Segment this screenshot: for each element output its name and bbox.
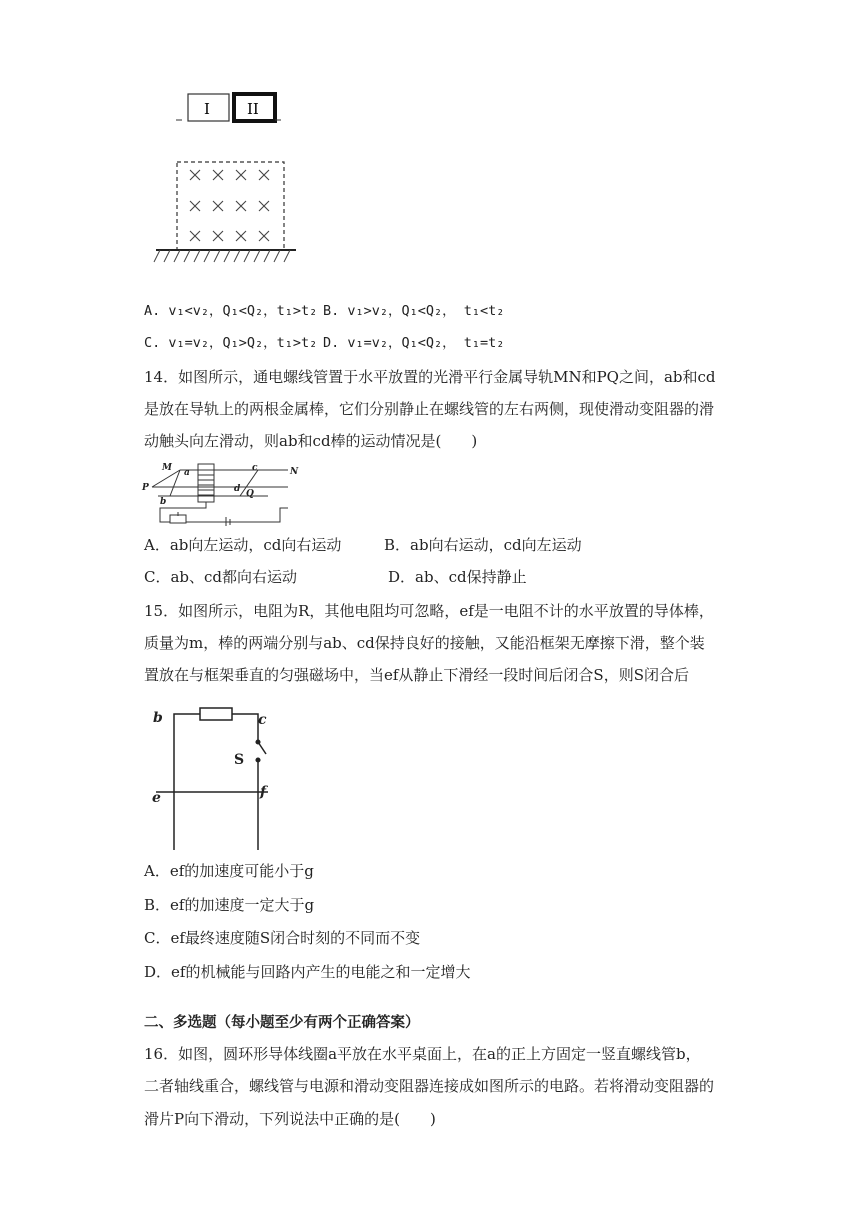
label-Q: Q xyxy=(246,489,254,499)
q14-stem-line1: 14．如图所示，通电螺线管置于水平放置的光滑平行金属导轨MN和PQ之间，ab和cd xyxy=(144,368,716,386)
region-I-label: I xyxy=(204,100,210,118)
label-f: f xyxy=(260,784,267,800)
magnetic-field-crosses xyxy=(190,170,269,241)
q15-stem-line2: 质量为m，棒的两端分别与ab、cd保持良好的接触，又能沿框架无摩擦下滑，整个装 xyxy=(144,634,705,652)
q15-option-b: B．ef的加速度一定大于g xyxy=(144,896,315,914)
q13-option-b: B. v₁>v₂，Q₁<Q₂， t₁<t₂ xyxy=(323,303,505,319)
figure-q15 xyxy=(148,700,278,850)
label-b: b xyxy=(153,710,163,726)
region-II-label: II xyxy=(247,100,259,118)
q15-stem-line3: 置放在与框架垂直的匀强磁场中，当ef从静止下滑经一段时间后闭合S，则S闭合后 xyxy=(144,666,689,684)
q15-stem-line1: 15．如图所示，电阻为R，其他电阻均可忽略，ef是一电阻不计的水平放置的导体棒， xyxy=(144,602,714,620)
q14-stem-line2: 是放在导轨上的两根金属棒，它们分别静止在螺线管的左右两侧，现使滑动变阻器的滑 xyxy=(144,400,715,418)
q15-option-a: A．ef的加速度可能小于g xyxy=(144,862,314,880)
q13-option-c: C. v₁=v₂，Q₁>Q₂，t₁>t₂ xyxy=(144,335,318,351)
label-c: c xyxy=(252,463,258,473)
label-M: M xyxy=(162,463,172,473)
q14-option-c: C．ab、cd都向右运动 xyxy=(144,568,298,586)
q13-option-d: D. v₁=v₂，Q₁<Q₂， t₁=t₂ xyxy=(323,335,505,351)
q14-stem-line3: 动触头向左滑动，则ab和cd棒的运动情况是( ) xyxy=(144,432,478,450)
section-title-multiple-choice: 二、多选题（每小题至少有两个正确答案） xyxy=(144,1015,420,1031)
q14-option-d: D．ab、cd保持静止 xyxy=(388,568,527,586)
q16-stem-line3: 滑片P向下滑动，下列说法中正确的是( ) xyxy=(144,1110,436,1128)
figure-q14 xyxy=(140,460,300,526)
label-P: P xyxy=(142,483,149,493)
label-N: N xyxy=(290,467,299,477)
q14-option-a: A．ab向左运动，cd向右运动 xyxy=(144,536,342,554)
label-S: S xyxy=(234,752,245,768)
label-b: b xyxy=(160,497,167,507)
figure-q13 xyxy=(150,84,300,274)
label-d: d xyxy=(234,484,241,494)
label-a: a xyxy=(184,468,190,478)
ground-hatch xyxy=(154,250,290,262)
q16-stem-line1: 16．如图，圆环形导体线圈a平放在水平桌面上，在a的正上方固定一竖直螺线管b， xyxy=(144,1045,701,1063)
label-e: e xyxy=(152,790,161,806)
q15-option-c: C．ef最终速度随S闭合时刻的不同而不变 xyxy=(144,929,421,947)
label-c: c xyxy=(258,712,267,728)
q15-option-d: D．ef的机械能与回路内产生的电能之和一定增大 xyxy=(144,963,471,981)
q13-option-a: A. v₁<v₂，Q₁<Q₂，t₁>t₂ xyxy=(144,303,318,319)
q16-stem-line2: 二者轴线重合，螺线管与电源和滑动变阻器连接成如图所示的电路。若将滑动变阻器的 xyxy=(144,1077,715,1095)
q14-option-b: B．ab向右运动，cd向左运动 xyxy=(384,536,582,554)
